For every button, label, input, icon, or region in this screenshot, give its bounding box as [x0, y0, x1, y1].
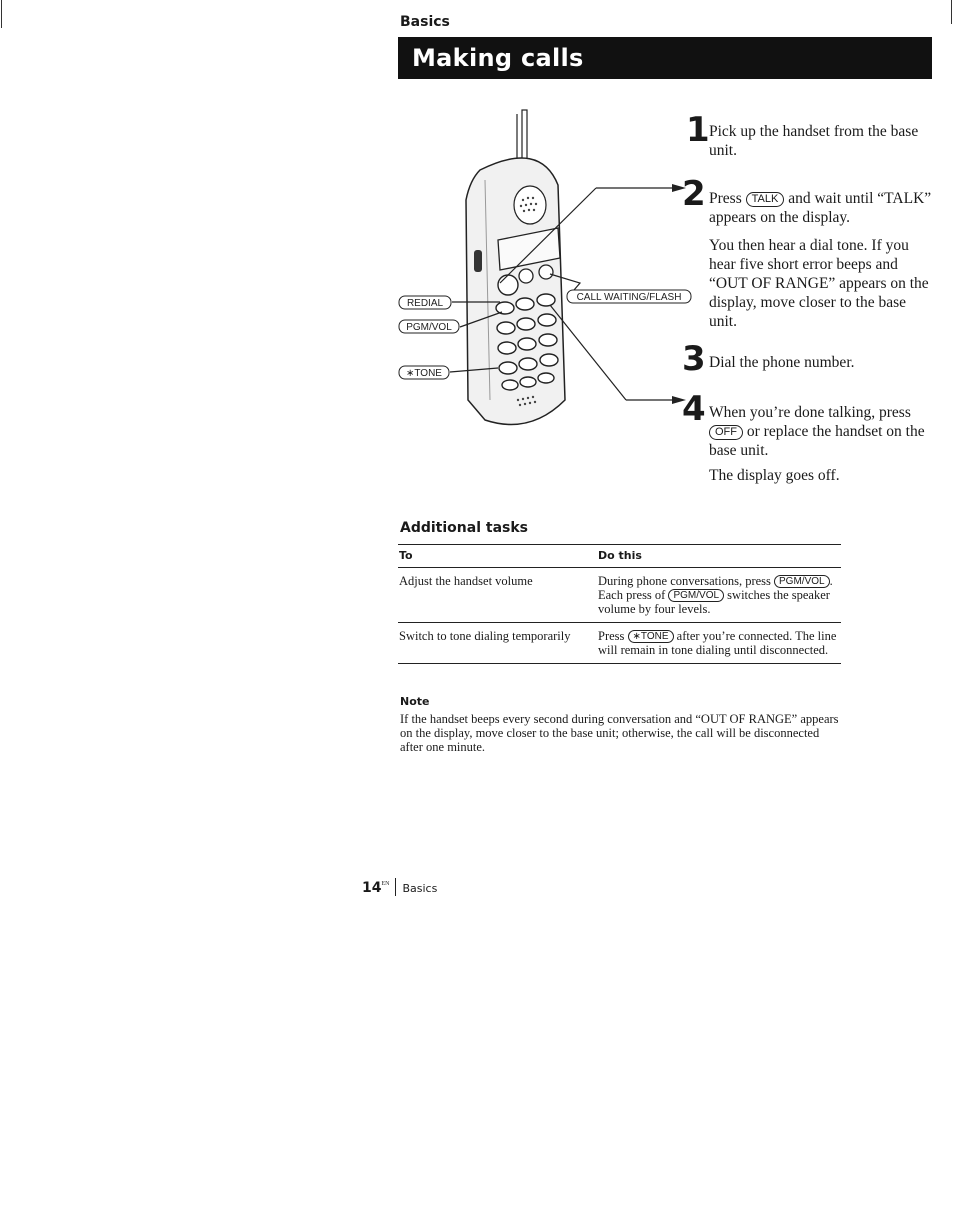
task-to: Adjust the handset volume	[398, 568, 597, 623]
additional-tasks-table	[398, 544, 841, 664]
handset-icon	[466, 158, 565, 425]
table-row	[398, 568, 841, 623]
step-3	[709, 353, 935, 372]
step-2-post: and wait until “TALK” appears on the display.	[709, 190, 932, 226]
task-do-this	[597, 568, 841, 623]
step-4-number: 4	[682, 389, 706, 429]
handset-illustration	[390, 100, 700, 440]
step-1-number: 1	[686, 110, 710, 150]
task-do-post: switches the speaker volume by four levels.	[598, 588, 830, 616]
footer-divider	[395, 878, 396, 896]
step-1-text: Pick up the handset from the base unit.	[709, 123, 919, 159]
antenna-icon	[517, 110, 527, 160]
right-margin-rule	[951, 0, 952, 24]
step-4	[709, 403, 935, 485]
step-3-text: Dial the phone number.	[709, 354, 855, 371]
step-2-number: 2	[682, 174, 706, 214]
pgm-vol-button-glyph: PGM/VOL	[774, 575, 830, 588]
step-3-number: 3	[682, 339, 706, 379]
tone-label: ∗TONE	[406, 368, 442, 379]
note-text: If the handset beeps every second during conversation and “OUT OF RANGE” appears on the display, move closer to the base unit; otherwise, the call will be disconnected after one minute.	[400, 712, 839, 754]
step-4-detail: The display goes off.	[709, 467, 840, 484]
table-header-row	[398, 545, 841, 568]
talk-button-glyph: TALK	[746, 192, 785, 207]
call-waiting-flash-label: CALL WAITING/FLASH	[576, 292, 682, 303]
step-2-detail: You then hear a dial tone. If you hear five short error beeps and “OUT OF RANGE” appears on the display, move closer to the base unit.	[709, 237, 929, 330]
page-footer	[362, 878, 437, 896]
step-1	[709, 122, 935, 160]
pgm-vol-label: PGM/VOL	[406, 322, 452, 333]
column-header-to: To	[398, 545, 597, 568]
step-2	[709, 189, 935, 331]
task-do-this	[597, 623, 841, 664]
redial-label: REDIAL	[406, 298, 444, 309]
task-do-pre: During phone conversations, press	[598, 574, 771, 588]
task-do-post: after you’re connected. The line will remain in tone dialing until disconnected.	[598, 629, 837, 657]
note-heading: Note	[400, 695, 430, 708]
left-margin-rule	[1, 0, 2, 28]
task-do-pre: Press	[598, 629, 625, 643]
page-number: 14	[362, 880, 382, 896]
step-2-pre: Press	[709, 190, 742, 207]
page-number-suffix: EN	[381, 881, 390, 887]
table-row	[398, 623, 841, 664]
task-do-mid: . Each press of	[598, 574, 833, 602]
pgm-vol-button-glyph: PGM/VOL	[668, 589, 724, 602]
off-button-glyph: OFF	[709, 425, 743, 440]
additional-tasks-heading: Additional tasks	[400, 520, 528, 536]
section-label: Basics	[400, 14, 450, 30]
step-4-pre: When you’re done talking, press	[709, 404, 911, 421]
task-to: Switch to tone dialing temporarily	[398, 623, 597, 664]
step-4-post: or replace the handset on the base unit.	[709, 423, 925, 459]
footer-section: Basics	[402, 882, 438, 895]
page-title: Making calls	[398, 37, 932, 79]
column-header-do-this: Do this	[597, 545, 841, 568]
tone-button-glyph: ∗TONE	[628, 630, 674, 643]
